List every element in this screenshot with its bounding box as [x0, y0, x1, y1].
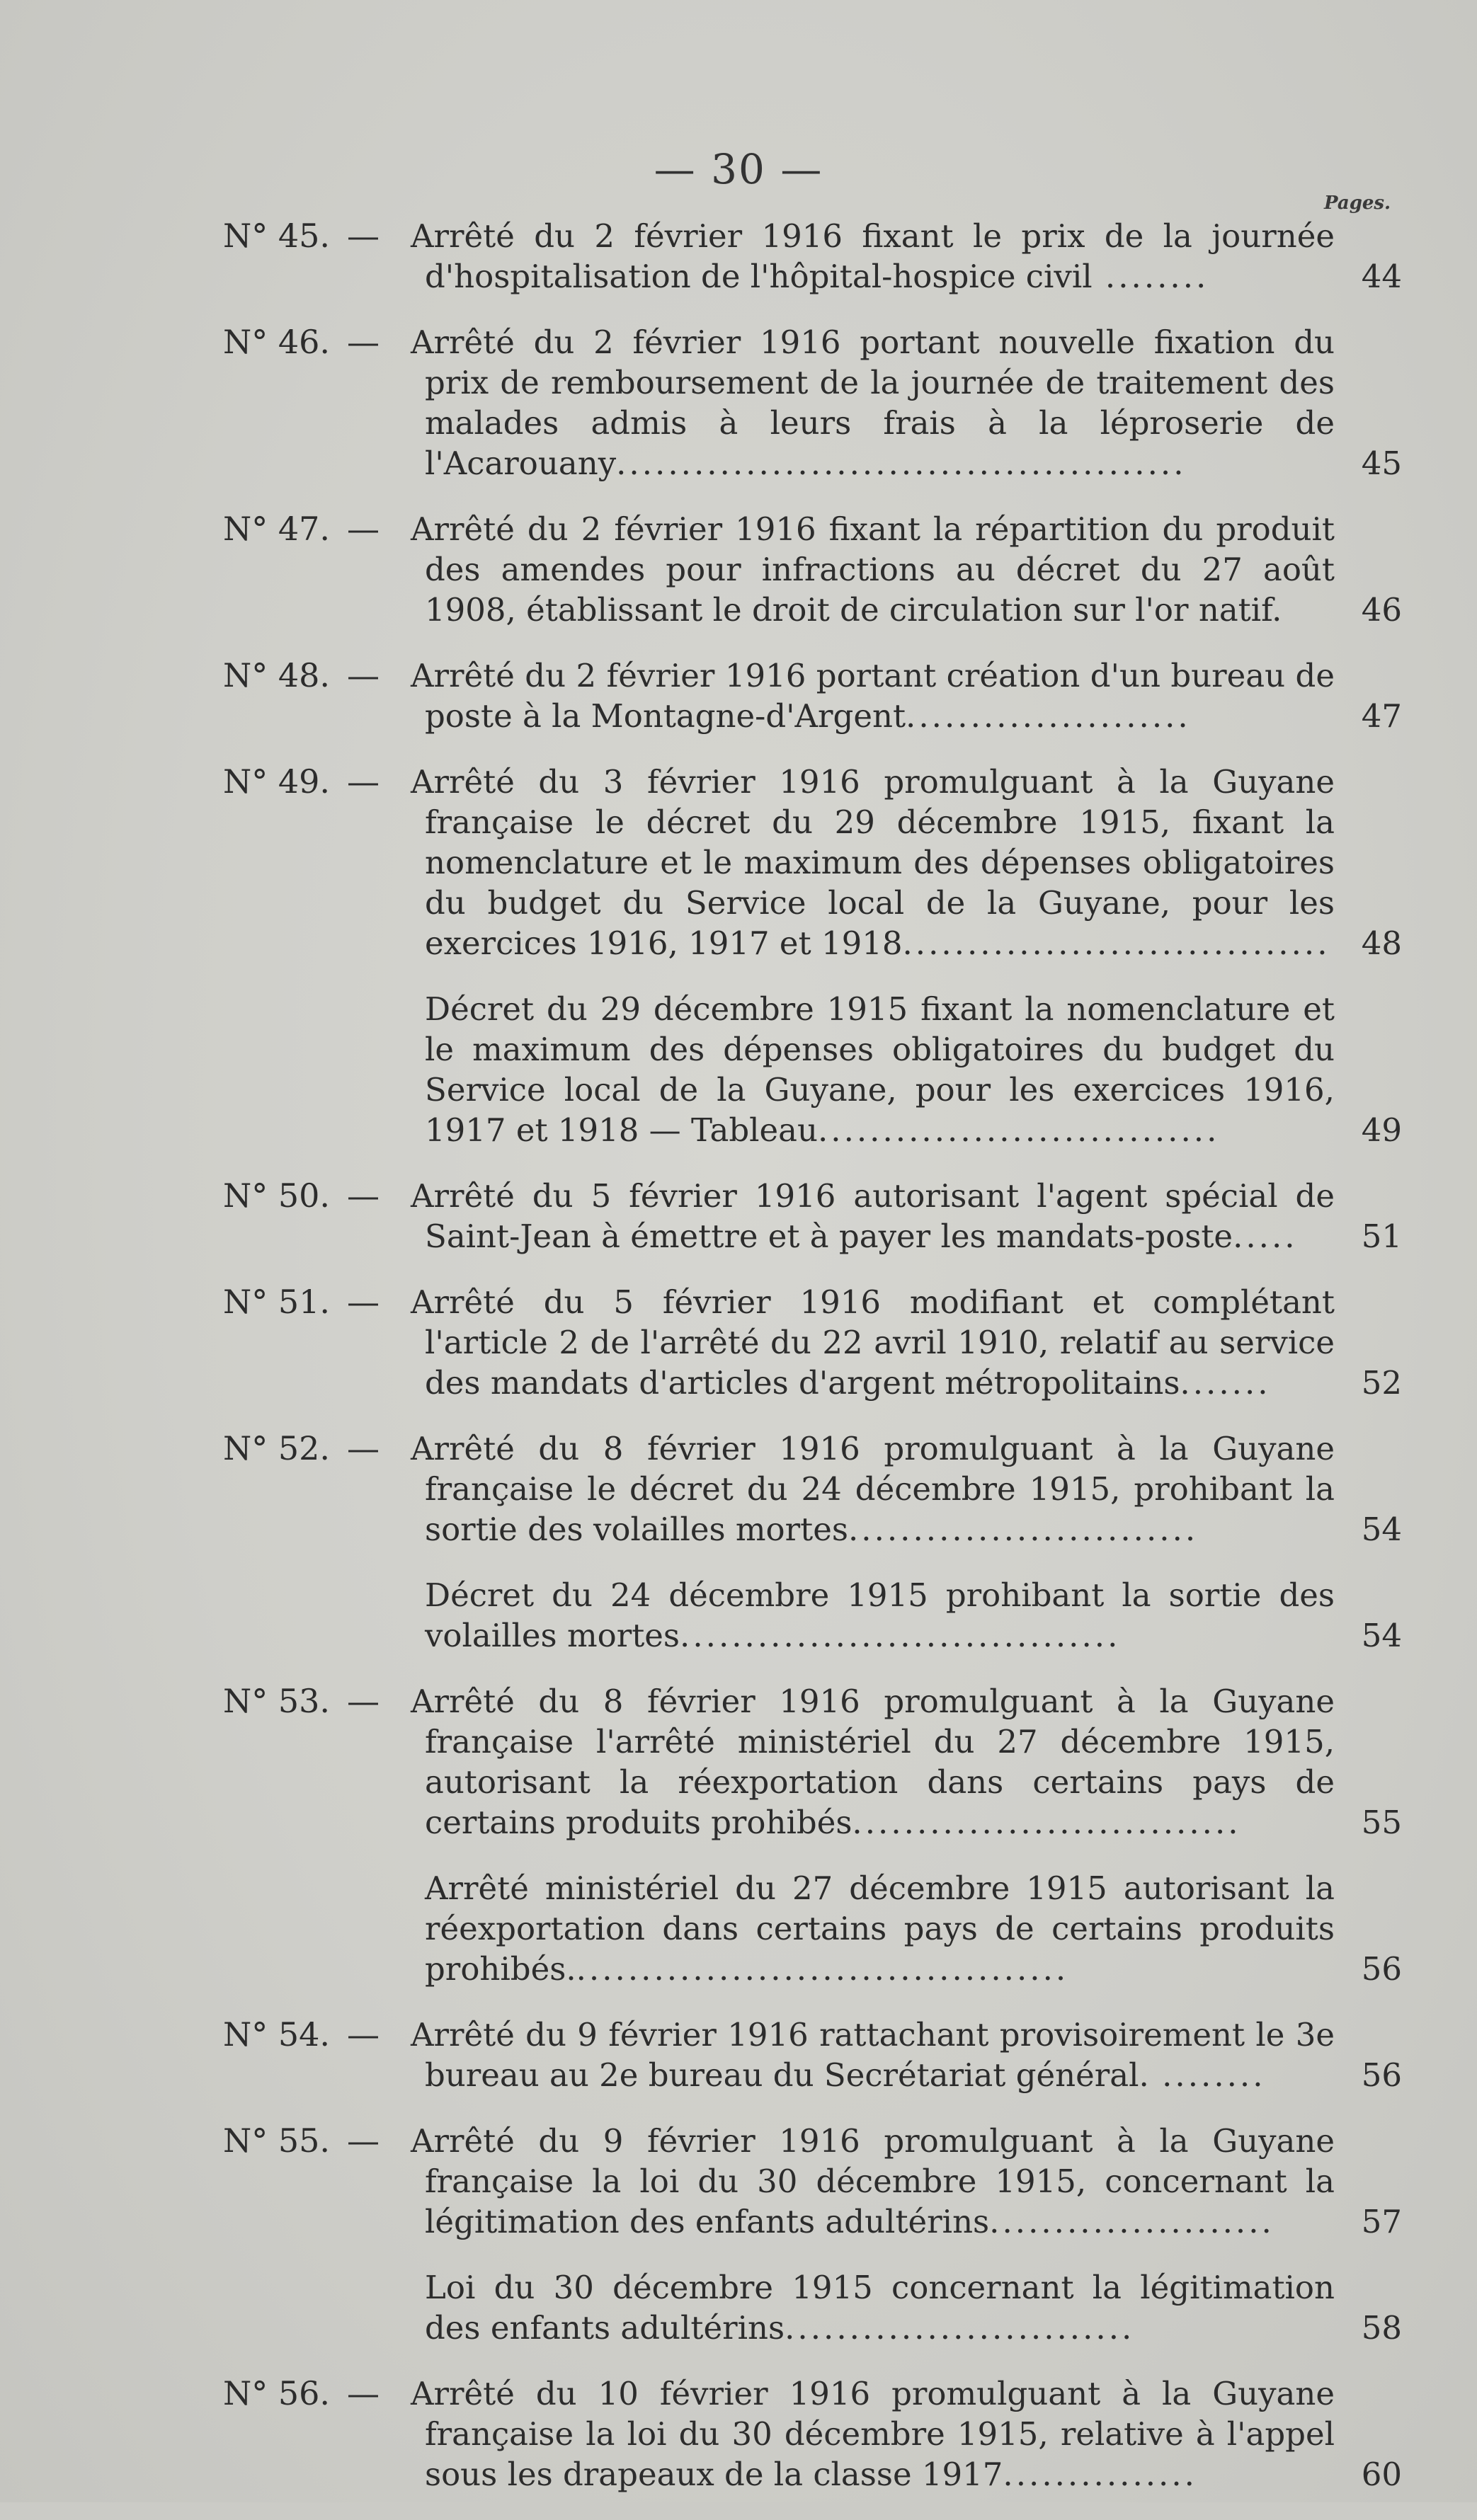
entry-page-number: 51: [1361, 1218, 1402, 1255]
entry-page-number: 55: [1361, 1804, 1402, 1841]
entry-title: [411, 1681, 1335, 1843]
dot-leader: ..................................: [680, 1617, 1121, 1654]
toc-sub-entry: [0, 1575, 1477, 1656]
dot-leader: ...........................: [785, 2309, 1135, 2347]
entry-dash: —: [347, 2121, 380, 2160]
entry-dash: —: [347, 656, 380, 694]
entry-title: [411, 1282, 1335, 1403]
entry-text: Arrêté du 5 février 1916 modifiant et complétant l'article 2 de l'arrêté du 22 avril 1910, relatif au service des mandats d'articles d'argent métropolitains: [411, 1283, 1335, 1402]
toc-entry: [0, 2015, 1477, 2095]
entry-dash: —: [347, 323, 380, 361]
entry-number: N° 48.: [223, 656, 331, 694]
entry-text: Arrêté du 2 février 1916 fixant la répartition du produit des amendes pour infractions au décret du 27 août 1908, établissant le droit de circulation sur l'or natif.: [411, 510, 1335, 629]
entry-title: [411, 509, 1335, 630]
dot-leader: ........: [1148, 2056, 1266, 2094]
entry-text: Arrêté du 10 février 1916 promulguant à la Guyane française la loi du 30 décembre 1915, relative à l'appel sous les drapeaux de la classe 1917: [411, 2375, 1335, 2493]
toc-entry: [0, 216, 1477, 297]
sub-entry-text: Décret du 24 décembre 1915 prohibant la sortie des volailles mortes: [425, 1576, 1335, 1654]
toc-entry: [0, 1681, 1477, 1843]
toc-entry: [0, 762, 1477, 963]
toc-entry: [0, 2121, 1477, 2242]
dot-leader: .................................: [902, 924, 1330, 962]
entry-text: Arrêté du 2 février 1916 portant nouvelle fixation du prix de remboursement de la journée de traitement des malades admis à leurs frais à la léproserie de l'Acarouany: [411, 323, 1335, 482]
sub-entry-title: [411, 1868, 1335, 1989]
dot-leader: ........: [1092, 258, 1209, 295]
entry-page-number: 44: [1361, 258, 1402, 295]
entry-page-number: 56: [1361, 2056, 1402, 2094]
entry-title: [411, 2121, 1335, 2242]
dot-leader: .......: [1180, 1364, 1271, 1402]
toc-entry: [0, 322, 1477, 483]
entry-page-number: 60: [1361, 2456, 1402, 2493]
entry-dash: —: [347, 217, 380, 255]
sub-entry-text: Décret du 29 décembre 1915 fixant la nomenclature et le maximum des dépenses obligatoires du budget du Service local de la Guyane, pour les exercices 1916, 1917 et 1918 — Tableau: [425, 990, 1335, 1149]
sub-entry-page-number: 58: [1361, 2309, 1402, 2347]
sub-entry-page-number: 54: [1361, 1617, 1402, 1654]
entry-page-number: 46: [1361, 591, 1402, 629]
entry-number: N° 54.: [223, 2015, 331, 2054]
entry-number: N° 50.: [223, 1176, 331, 1215]
entry-number: N° 45.: [223, 217, 331, 255]
toc-sub-entry: [0, 2267, 1477, 2348]
toc-entry: [0, 1428, 1477, 1550]
entry-dash: —: [347, 510, 380, 548]
entry-dash: —: [347, 1176, 380, 1215]
entry-number: N° 55.: [223, 2121, 331, 2160]
entry-title: [411, 2015, 1335, 2095]
dot-leader: ..............................: [852, 1804, 1241, 1841]
entry-dash: —: [347, 2015, 380, 2054]
entry-title: [411, 322, 1335, 483]
entry-text: Arrêté du 3 février 1916 promulguant à la Guyane française le décret du 29 décembre 1915, fixant la nomenclature et le maximum des dépenses obligatoires du budget du Service local de la Guyane, pour les exercices 1916, 1917 et 1918: [411, 763, 1335, 962]
toc-entry: [0, 655, 1477, 736]
toc-entry: [0, 1282, 1477, 1403]
entry-number: N° 46.: [223, 323, 331, 361]
sub-entry-title: [411, 1575, 1335, 1656]
entry-title: [411, 655, 1335, 736]
entry-number: N° 51.: [223, 1283, 331, 1321]
entry-dash: —: [347, 1429, 380, 1467]
entry-text: Arrêté du 2 février 1916 fixant le prix de la journée d'hospitalisation de l'hôpital-hospice civil: [411, 217, 1335, 295]
entry-title: [411, 2373, 1335, 2495]
toc-entry: [0, 2373, 1477, 2495]
dot-leader: ...........................: [848, 1511, 1199, 1548]
entry-text: Arrêté du 2 février 1916 portant création d'un bureau de poste à la Montagne-d'Argent: [411, 657, 1335, 735]
entry-text: Arrêté du 8 février 1916 promulguant à la Guyane française l'arrêté ministériel du 27 décembre 1915, autorisant la réexportation dans certains pays de certains produits prohibés: [411, 1683, 1335, 1841]
dot-leader: ......................................: [576, 1950, 1069, 1988]
entry-number: N° 49.: [223, 762, 331, 801]
entry-title: [411, 216, 1335, 297]
entry-number: N° 52.: [223, 1429, 331, 1467]
entry-dash: —: [347, 1283, 380, 1321]
dot-leader: ......................: [906, 697, 1191, 735]
entry-title: [411, 1428, 1335, 1550]
toc-sub-entry: [0, 989, 1477, 1150]
toc-sub-entry: [0, 1868, 1477, 1989]
entry-title: [411, 1176, 1335, 1256]
page-number: — 30 —: [654, 145, 823, 193]
sub-entry-title: [411, 2267, 1335, 2348]
entry-page-number: 57: [1361, 2203, 1402, 2240]
entry-title: [411, 762, 1335, 963]
entry-page-number: 47: [1361, 697, 1402, 735]
entry-dash: —: [347, 762, 380, 801]
entry-number: N° 53.: [223, 1682, 331, 1720]
entry-dash: —: [347, 2374, 380, 2412]
entry-text: Arrêté du 8 février 1916 promulguant à la Guyane française le décret du 24 décembre 1915, prohibant la sortie des volailles mortes: [411, 1430, 1335, 1548]
sub-entry-page-number: 49: [1361, 1111, 1402, 1149]
entry-text: Arrêté du 5 février 1916 autorisant l'agent spécial de Saint-Jean à émettre et à payer les mandats-poste: [411, 1177, 1335, 1255]
dot-leader: .....: [1233, 1218, 1298, 1255]
entry-text: Arrêté du 9 février 1916 rattachant provisoirement le 3e bureau au 2e bureau du Secrétariat général.: [411, 2016, 1335, 2094]
entry-dash: —: [347, 1682, 380, 1720]
sub-entry-page-number: 56: [1361, 1950, 1402, 1988]
toc-entry: [0, 1176, 1477, 1256]
sub-entry-title: [411, 989, 1335, 1150]
entry-page-number: 52: [1361, 1364, 1402, 1402]
entry-text: Arrêté du 9 février 1916 promulguant à la Guyane française la loi du 30 décembre 1915, concernant la légitimation des enfants adultérins: [411, 2122, 1335, 2240]
entry-page-number: 45: [1361, 445, 1402, 482]
entry-page-number: 48: [1361, 924, 1402, 962]
entry-page-number: 54: [1361, 1511, 1402, 1548]
dot-leader: ...............: [1003, 2456, 1197, 2493]
dot-leader: ............................................: [616, 445, 1187, 482]
sub-entry-text: Arrêté ministériel du 27 décembre 1915 autorisant la réexportation dans certains pays de certains produits prohibés.: [425, 1869, 1335, 1988]
dot-leader: ......................: [989, 2203, 1274, 2240]
sub-entry-text: Loi du 30 décembre 1915 concernant la légitimation des enfants adultérins: [425, 2269, 1335, 2347]
pages-column-label: Pages.: [1324, 193, 1391, 214]
table-of-contents: [0, 216, 1477, 2520]
entry-number: N° 56.: [223, 2374, 331, 2412]
toc-entry: [0, 509, 1477, 630]
dot-leader: ...............................: [817, 1111, 1220, 1149]
entry-number: N° 47.: [223, 510, 331, 548]
